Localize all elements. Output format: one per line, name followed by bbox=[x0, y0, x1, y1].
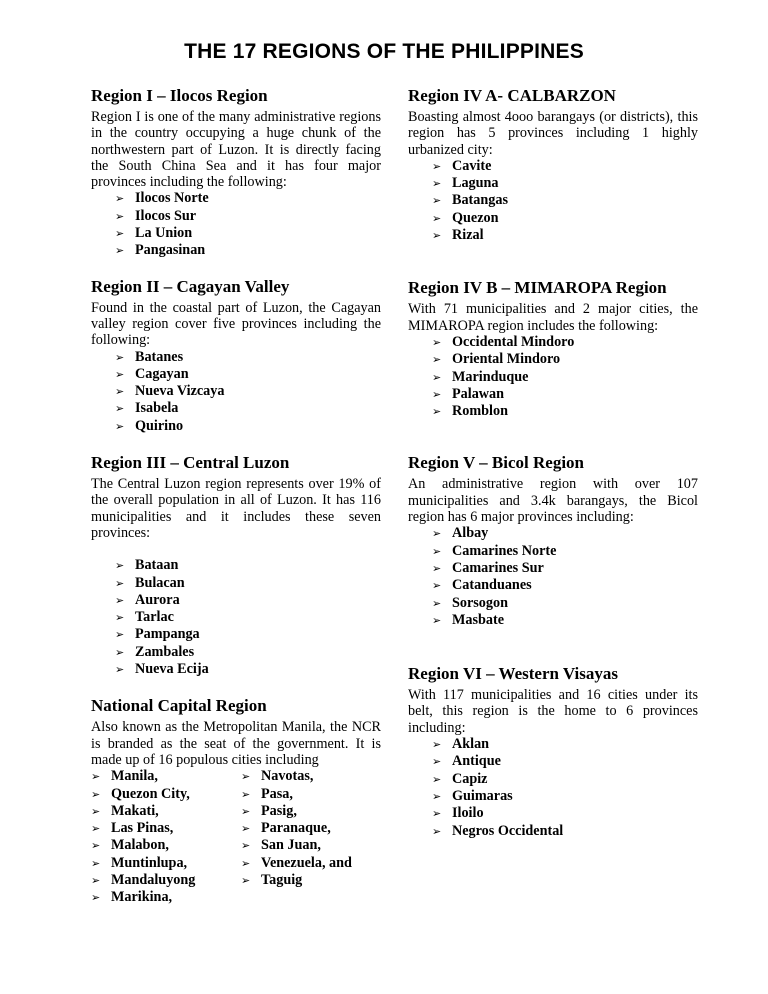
arrow-bullet-icon: ➢ bbox=[91, 787, 101, 801]
arrow-bullet-icon: ➢ bbox=[432, 789, 442, 803]
section-description: With 117 municipalities and 16 cities under its belt, this region is the home to 6 provinces including: bbox=[408, 687, 698, 736]
section-region-1 bbox=[91, 86, 381, 260]
section-description: Boasting almost 4ooo barangays (or districts), this region has 5 provinces including 1 highly urbanized city: bbox=[408, 109, 698, 158]
section-region-4a bbox=[408, 86, 698, 244]
arrow-bullet-icon: ➢ bbox=[91, 856, 101, 870]
arrow-bullet-icon: ➢ bbox=[432, 211, 442, 225]
arrow-bullet-icon: ➢ bbox=[115, 192, 125, 206]
list-item: ➢ Camarines Sur bbox=[432, 559, 544, 576]
list-item: ➢ Capiz bbox=[432, 770, 488, 787]
list-item: ➢ Antique bbox=[432, 753, 501, 770]
left-column bbox=[91, 86, 381, 907]
list-item: ➢ Taguig bbox=[241, 871, 303, 888]
arrow-bullet-icon: ➢ bbox=[432, 561, 442, 575]
city-list-right bbox=[241, 768, 381, 906]
arrow-bullet-icon: ➢ bbox=[115, 227, 125, 241]
arrow-bullet-icon: ➢ bbox=[115, 628, 125, 642]
list-item: ➢ Oriental Mindoro bbox=[432, 351, 561, 368]
list-item: ➢ Aklan bbox=[432, 736, 490, 753]
province-list bbox=[408, 736, 698, 840]
section-heading: Region VI – Western Visayas bbox=[408, 664, 619, 684]
list-item: ➢ Zambales bbox=[115, 643, 195, 660]
arrow-bullet-icon: ➢ bbox=[432, 527, 442, 541]
arrow-bullet-icon: ➢ bbox=[432, 755, 442, 769]
list-item: ➢ Cavite bbox=[432, 157, 492, 174]
section-description: An administrative region with over 107 municipalities and 3.4k barangays, the Bicol region has 6 major provinces including: bbox=[408, 476, 698, 526]
list-item: ➢ Rizal bbox=[432, 227, 484, 244]
city-list-left bbox=[91, 768, 241, 906]
arrow-bullet-icon: ➢ bbox=[432, 370, 442, 384]
list-item: ➢ La Union bbox=[115, 225, 193, 242]
arrow-bullet-icon: ➢ bbox=[241, 873, 251, 887]
arrow-bullet-icon: ➢ bbox=[432, 159, 442, 173]
arrow-bullet-icon: ➢ bbox=[91, 822, 101, 836]
city-grid bbox=[91, 768, 381, 906]
list-item: ➢ Marinduque bbox=[432, 368, 529, 385]
list-item: ➢ Occidental Mindoro bbox=[432, 333, 575, 350]
section-region-3 bbox=[91, 453, 381, 678]
arrow-bullet-icon: ➢ bbox=[241, 770, 251, 784]
section-heading: National Capital Region bbox=[91, 696, 267, 716]
list-item: ➢ Marikina, bbox=[91, 889, 173, 906]
list-item: ➢ Muntinlupa, bbox=[91, 854, 188, 871]
arrow-bullet-icon: ➢ bbox=[432, 405, 442, 419]
arrow-bullet-icon: ➢ bbox=[115, 209, 125, 223]
list-item: ➢ Manila, bbox=[91, 768, 158, 785]
arrow-bullet-icon: ➢ bbox=[115, 402, 125, 416]
list-item: ➢ Tarlac bbox=[115, 609, 174, 626]
list-item: ➢ Albay bbox=[432, 525, 489, 542]
list-item: ➢ Quirino bbox=[115, 417, 184, 434]
list-item: ➢ Batangas bbox=[432, 192, 508, 209]
arrow-bullet-icon: ➢ bbox=[432, 194, 442, 208]
list-item: ➢ Nueva Vizcaya bbox=[115, 383, 225, 400]
arrow-bullet-icon: ➢ bbox=[432, 335, 442, 349]
section-region-5 bbox=[408, 453, 698, 629]
list-item: ➢ Catanduanes bbox=[432, 577, 532, 594]
right-column bbox=[408, 86, 698, 840]
list-item: ➢ Negros Occidental bbox=[432, 822, 564, 839]
list-item: ➢ Pasig, bbox=[241, 802, 297, 819]
list-item: ➢ Las Pinas, bbox=[91, 820, 174, 837]
arrow-bullet-icon: ➢ bbox=[115, 645, 125, 659]
arrow-bullet-icon: ➢ bbox=[432, 824, 442, 838]
arrow-bullet-icon: ➢ bbox=[91, 873, 101, 887]
arrow-bullet-icon: ➢ bbox=[115, 419, 125, 433]
arrow-bullet-icon: ➢ bbox=[241, 856, 251, 870]
list-item: ➢ Quezon City, bbox=[91, 785, 190, 802]
section-region-4b bbox=[408, 278, 698, 420]
arrow-bullet-icon: ➢ bbox=[432, 353, 442, 367]
arrow-bullet-icon: ➢ bbox=[432, 807, 442, 821]
arrow-bullet-icon: ➢ bbox=[91, 891, 101, 905]
section-heading: Region I – Ilocos Region bbox=[91, 86, 268, 105]
arrow-bullet-icon: ➢ bbox=[432, 387, 442, 401]
arrow-bullet-icon: ➢ bbox=[432, 579, 442, 593]
list-item: ➢ Ilocos Norte bbox=[115, 190, 209, 207]
section-heading: Region II – Cagayan Valley bbox=[91, 276, 290, 296]
section-description: Found in the coastal part of Luzon, the Cagayan valley region cover five provinces including the following: bbox=[91, 299, 381, 349]
section-region-2 bbox=[91, 277, 381, 435]
section-heading: Region III – Central Luzon bbox=[91, 453, 290, 473]
arrow-bullet-icon: ➢ bbox=[91, 839, 101, 853]
arrow-bullet-icon: ➢ bbox=[432, 544, 442, 558]
arrow-bullet-icon: ➢ bbox=[115, 593, 125, 607]
arrow-bullet-icon: ➢ bbox=[241, 822, 251, 836]
list-item: ➢ Paranaque, bbox=[241, 820, 331, 837]
list-item: ➢ Ilocos Sur bbox=[115, 207, 197, 224]
arrow-bullet-icon: ➢ bbox=[115, 663, 125, 677]
province-list bbox=[91, 190, 381, 259]
list-item: ➢ Batanes bbox=[115, 348, 184, 365]
arrow-bullet-icon: ➢ bbox=[115, 367, 125, 381]
arrow-bullet-icon: ➢ bbox=[115, 385, 125, 399]
arrow-bullet-icon: ➢ bbox=[241, 839, 251, 853]
province-list bbox=[408, 334, 698, 420]
list-item: ➢ Pangasinan bbox=[115, 242, 206, 259]
arrow-bullet-icon: ➢ bbox=[432, 229, 442, 243]
list-item: ➢ Quezon bbox=[432, 209, 499, 226]
arrow-bullet-icon: ➢ bbox=[115, 350, 125, 364]
list-item: ➢ Navotas, bbox=[241, 768, 314, 785]
list-item: ➢ Aurora bbox=[115, 591, 180, 608]
arrow-bullet-icon: ➢ bbox=[115, 611, 125, 625]
section-heading: Region V – Bicol Region bbox=[408, 453, 584, 473]
arrow-bullet-icon: ➢ bbox=[91, 770, 101, 784]
province-list bbox=[91, 349, 381, 435]
list-item: ➢ Mandaluyong bbox=[91, 871, 196, 888]
list-item: ➢ San Juan, bbox=[241, 837, 321, 854]
list-item: ➢ Camarines Norte bbox=[432, 542, 557, 559]
arrow-bullet-icon: ➢ bbox=[432, 613, 442, 627]
section-description: With 71 municipalities and 2 major cities, the MIMAROPA region includes the following: bbox=[408, 301, 698, 334]
list-item: ➢ Romblon bbox=[432, 403, 508, 420]
arrow-bullet-icon: ➢ bbox=[432, 738, 442, 752]
list-item: ➢ Pasa, bbox=[241, 785, 293, 802]
arrow-bullet-icon: ➢ bbox=[432, 177, 442, 191]
arrow-bullet-icon: ➢ bbox=[432, 772, 442, 786]
arrow-bullet-icon: ➢ bbox=[241, 804, 251, 818]
section-region-6 bbox=[408, 664, 698, 840]
section-description: Region I is one of the many administrative regions in the country occupying a huge chunk of the northwestern part of Luzon. It is directly facing the South China Sea and it has four major provinces including the following: bbox=[91, 109, 381, 191]
arrow-bullet-icon: ➢ bbox=[115, 244, 125, 258]
province-list bbox=[408, 525, 698, 629]
list-item: ➢ Malabon, bbox=[91, 837, 169, 854]
list-item: ➢ Masbate bbox=[432, 611, 505, 628]
list-item: ➢ Cagayan bbox=[115, 365, 189, 382]
list-item: ➢ Laguna bbox=[432, 175, 499, 192]
list-item: ➢ Bulacan bbox=[115, 574, 185, 591]
list-item: ➢ Palawan bbox=[432, 385, 505, 402]
section-description: Also known as the Metropolitan Manila, the NCR is branded as the seat of the government. It is made up of 16 populous cities including bbox=[91, 719, 381, 768]
section-description: The Central Luzon region represents over 19% of the overall population in all of Luzon. It has 116 municipalities and it includes these seven provinces: bbox=[91, 476, 381, 541]
list-item: ➢ Venezuela, and bbox=[241, 854, 352, 871]
arrow-bullet-icon: ➢ bbox=[241, 787, 251, 801]
section-heading: Region IV B – MIMAROPA Region bbox=[408, 278, 667, 298]
arrow-bullet-icon: ➢ bbox=[115, 576, 125, 590]
section-heading: Region IV A- CALBARZON bbox=[408, 86, 616, 105]
list-item: ➢ Nueva Ecija bbox=[115, 661, 209, 678]
province-list bbox=[91, 557, 381, 678]
list-item: ➢ Iloilo bbox=[432, 805, 484, 822]
list-item: ➢ Pampanga bbox=[115, 626, 200, 643]
list-item: ➢ Makati, bbox=[91, 802, 159, 819]
arrow-bullet-icon: ➢ bbox=[115, 559, 125, 573]
list-item: ➢ Isabela bbox=[115, 400, 179, 417]
list-item: ➢ Guimaras bbox=[432, 787, 513, 804]
list-item: ➢ Sorsogon bbox=[432, 594, 508, 611]
list-item: ➢ Bataan bbox=[115, 557, 179, 574]
section-ncr bbox=[91, 696, 381, 906]
page-title: THE 17 REGIONS OF THE PHILIPPINES bbox=[184, 40, 584, 63]
arrow-bullet-icon: ➢ bbox=[432, 596, 442, 610]
province-list bbox=[408, 158, 698, 244]
arrow-bullet-icon: ➢ bbox=[91, 804, 101, 818]
